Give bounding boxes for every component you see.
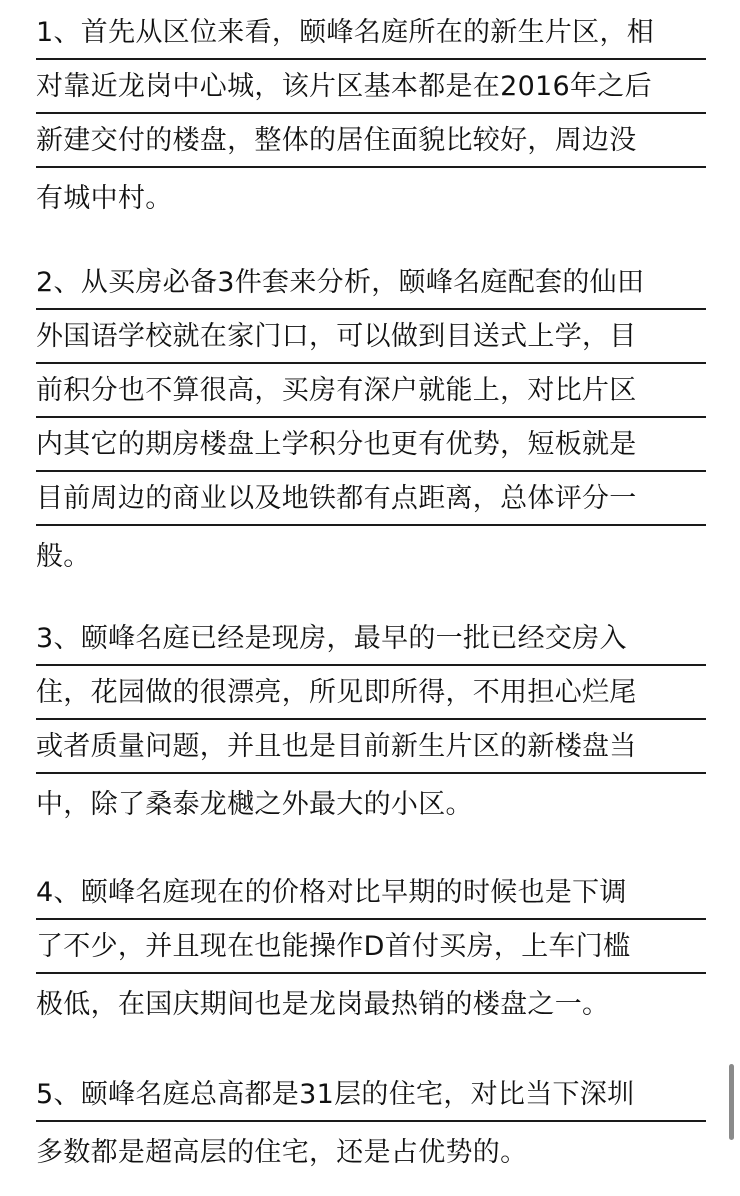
text-line	[36, 8, 706, 62]
text-line	[36, 312, 706, 366]
underlined-text: 4、颐峰名庭现在的价格对比早期的时候也是下调	[36, 868, 706, 920]
text-line	[36, 474, 706, 528]
text-line	[36, 668, 706, 722]
paragraph-1	[36, 8, 706, 224]
underlined-text: 般。	[36, 532, 99, 582]
text-line	[36, 420, 706, 474]
text-line	[36, 868, 706, 922]
underlined-text: 2、从买房必备3件套来分析，颐峰名庭配套的仙田	[36, 258, 706, 310]
underlined-text: 前积分也不算很高，买房有深户就能上，对比片区	[36, 366, 706, 418]
underlined-text: 目前周边的商业以及地铁都有点距离，总体评分一	[36, 474, 706, 526]
text-line	[36, 366, 706, 420]
text-line	[36, 62, 706, 116]
paragraph-5	[36, 1070, 706, 1178]
text-line	[36, 1124, 706, 1178]
scrollbar-thumb[interactable]	[729, 1064, 734, 1140]
text-line	[36, 614, 706, 668]
text-line	[36, 976, 706, 1030]
text-line	[36, 1070, 706, 1124]
underlined-text: 3、颐峰名庭已经是现房，最早的一批已经交房入	[36, 614, 706, 666]
paragraph-2	[36, 258, 706, 582]
text-line	[36, 922, 706, 976]
underlined-text: 了不少，并且现在也能操作D首付买房，上车门槛	[36, 922, 706, 974]
underlined-text: 对靠近龙岗中心城，该片区基本都是在2016年之后	[36, 62, 706, 114]
text-line	[36, 528, 706, 582]
underlined-text: 内其它的期房楼盘上学积分也更有优势，短板就是	[36, 420, 706, 472]
underlined-text: 或者质量问题，并且也是目前新生片区的新楼盘当	[36, 722, 706, 774]
text-line	[36, 722, 706, 776]
paragraph-3	[36, 614, 706, 830]
underlined-text: 极低，在国庆期间也是龙岗最热销的楼盘之一。	[36, 980, 617, 1030]
text-line	[36, 776, 706, 830]
underlined-text: 1、首先从区位来看，颐峰名庭所在的新生片区，相	[36, 8, 706, 60]
underlined-text: 有城中村。	[36, 174, 181, 224]
underlined-text: 多数都是超高层的住宅，还是占优势的。	[36, 1128, 535, 1178]
text-line	[36, 116, 706, 170]
underlined-text: 新建交付的楼盘，整体的居住面貌比较好，周边没	[36, 116, 706, 168]
underlined-text: 中，除了桑泰龙樾之外最大的小区。	[36, 780, 481, 830]
underlined-text: 住，花园做的很漂亮，所见即所得，不用担心烂尾	[36, 668, 706, 720]
text-line	[36, 258, 706, 312]
underlined-text: 外国语学校就在家门口，可以做到目送式上学，目	[36, 312, 706, 364]
paragraph-4	[36, 868, 706, 1030]
underlined-text: 5、颐峰名庭总高都是31层的住宅，对比当下深圳	[36, 1070, 706, 1122]
text-line	[36, 170, 706, 224]
